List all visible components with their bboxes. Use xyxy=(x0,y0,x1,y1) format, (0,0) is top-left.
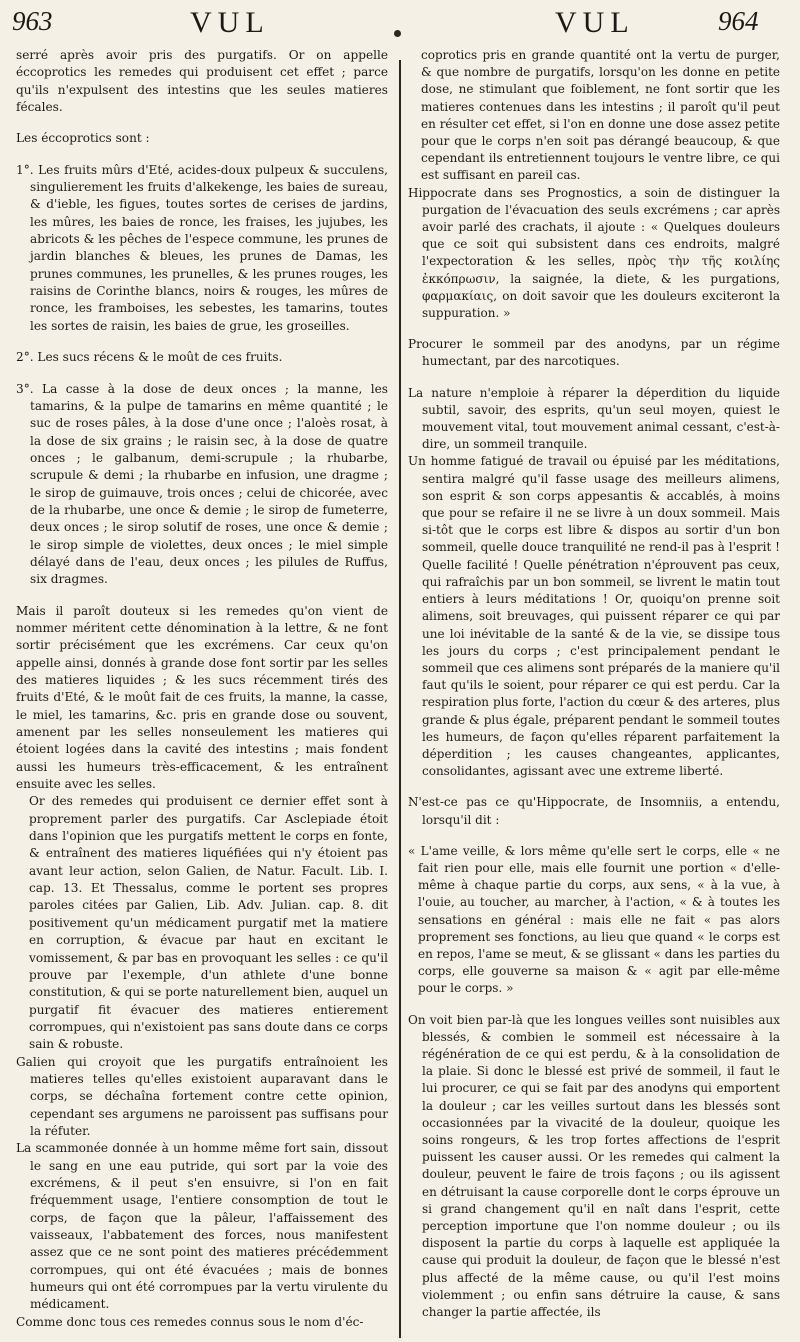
paragraph: Or des remedes qui produisent ce dernier effet sont à proprement parler des purgatifs. Car Asclepiade étoit dans l'opinion que les purgatifs mettent le corps en fonte, & entraînent des matieres liquéfiées qui n'y étoient pas avant leur action, selon Galien, de Natur. Facult. Lib. I. cap. 13. Et Thessalus, comme le portent ses propres paroles citées par Galien, Lib. Adv. Julian. cap. 8. dit positivement qu'un médicament purgatif met la matiere en corruption, & évacue par haut en excitant le vomissement, & par bas en provoquant les selles : ce qu'il prouve par l'exemple, d'un athlete d'une bonne constitution, & qui se porte naturellement bien, auquel un purgatif fit évacuer des matieres entierement corrompues, qui n'existoient pas sans doute dans ce corps sain & robuste. xyxy=(29,794,388,1052)
paragraph: coprotics pris en grande quantité ont la vertu de purger, & que nombre de purgatifs, lorsqu'on les donne en petite dose, ne stimulant que foiblement, ne font sortir que les matieres contenues dans les intestins ; il paroît qu'il peut en résulter cet effet, si l'on en donne une dose assez petite pour que le corps n'en soit pas dérangé beaucoup, & que cependant ils entretiennent toujours le ventre libre, ce qui est suffisant en pareil cas. xyxy=(421,48,780,183)
paragraph: Un homme fatigué de travail ou épuisé par les méditations, sentira malgré qu'il fasse usage des meilleurs alimens, son esprit & son corps appesantis & accablés, à moins que pour se refaire il ne se livre à un doux sommeil. Mais si-tôt que le corps est libre & dispos au sortir d'un bon sommeil, quelle douce tranquilité ne rend-il pas à l'esprit ! Quelle facilité ! Quelle pénétration n'éprouvent pas ceux, qui rafraîchis par un bon sommeil, se livrent le matin tout entiers à leurs méditations ! Or, quoiqu'on prenne soit alimens, soit breuvages, qui puissent réparer ce qui par une loi inévitable de la santé & de la vie, se dissipe tous les jours du corps ; c'est principalement pendant le sommeil que ces alimens sont préparés de la maniere qu'il faut qu'ils le soient, pour réparer ce qui est perdu. Car la respiration plus forte, l'action du cœur & des arteres, plus grande & plus égale, préparent pendant le sommeil toutes les humeurs, de façon qu'elles réparent parfaitement la déperdition ; les causes changeantes, applicantes, consolidantes, agissant avec une extreme liberté. xyxy=(408,454,780,779)
page-number-right: 964 xyxy=(718,6,759,36)
quotation: « L'ame veille, & lors même qu'elle sert le corps, elle « ne fait rien pour elle, mais elle fournit une portion « d'elle-même à chaque partie du corps, aux sens, « à la vue, à l'ouie, au toucher, au marcher, à l'action, « & à toutes les sensations en général : mais elle ne fait « pas alors proprement ses fonctions, au lieu que quand « le corps est en repos, l'ame se meut, & se glissant « dans les parties du corps, elle gouverne sa maison & « agit par elle-même pour le corps. » xyxy=(408,843,780,996)
list-heading: Les éccoprotics sont : xyxy=(16,131,150,146)
header-ornament xyxy=(394,30,401,37)
paragraph: serré après avoir pris des purgatifs. Or on appelle éccoprotics les remedes qui produisent cet effet ; parce qu'ils n'expulsent des intestins que les seules matieres fécales. xyxy=(16,48,388,115)
list-item: 1°. Les fruits mûrs d'Eté, acides-doux pulpeux & succulens, singulierement les fruits d'alkekenge, les baies de sureau, & d'ieble, les figues, toutes sortes de cerises de jardins, les mûres, les baies de ronce, les fraises, les jujubes, les abricots & les pêches de l'espece commune, les prunes de jardin blanches & bleues, les prunes de Damas, les prunes communes, les prunelles, & les prunes rouges, les raisins de Corinthe blancs, noirs & rouges, les mûres de ronce, les framboises, les sebestes, les tamarins, toutes les sortes de raisin, les baies de grue, les groseilles. xyxy=(16,162,388,333)
paragraph: Hippocrate dans ses Prognostics, a soin de distinguer la purgation de l'évacuation des seuls excrémens ; car après avoir parlé des crachats, il ajoute : « Quelques douleurs que ce soit qui subsistent dans ces endroits, malgré l'expectoration & les selles, πρὸς τὴν τῆς κοιλίης ἐκκόπρωσιν, la saignée, la diete, & les purgations, φαρμακίαις, on doit savoir que les douleurs exciteront la suppuration. » xyxy=(408,185,780,321)
paragraph: La nature n'emploie à réparer la déperdition du liquide subtil, savoir, des esprits, qu'un seul moyen, quiest le mouvement vital, tout mouvement animal cessant, c'est-à-dire, un sommeil tranquile. xyxy=(408,385,780,452)
running-head-right: VUL xyxy=(555,6,635,39)
list-item: 3°. La casse à la dose de deux onces ; la manne, les tamarins, & la pulpe de tamarins en même quantité ; le suc de roses pâles, à la dose d'une once ; l'aloès rosat, à la dose de six grains ; le raisin sec, à la dose de quatre onces ; le galbanum, demi-scrupule ; la rhubarbe, scrupule & demi ; la rhubarbe en infusion, une dragme ; le sirop de guimauve, trois onces ; celui de chicorée, avec de la rhubarbe, une once & demie ; le sirop de fumeterre, deux onces ; le sirop solutif de roses, une once & demie ; le sirop simple de violettes, deux onces ; le miel simple délayé dans de l'eau, deux onces ; les pilules de Ruffus, six dragmes. xyxy=(16,381,388,587)
paragraph: On voit bien par-là que les longues veilles sont nuisibles aux blessés, & combien le sommeil est nécessaire à la régénération de ce qui est perdu, & à la consolidation de la plaie. Si donc le blessé est privé de sommeil, il faut le lui procurer, ce qui se fait par des anodyns qui emportent la douleur ; car les veilles surtout dans les blessés sont occasionnées par la vivacité de la douleur, quoique les soins rongeurs, & les trop fortes affections de l'esprit puissent les causer aussi. Or les remedes qui calment la douleur, peuvent le faire de trois façons ; ou ils agissent en détruisant la cause corporelle dont le corps éprouve un si grand changement qu'il en naît dans l'esprit, cette perception importune que l'on nomme douleur ; ou ils disposent la partie du corps à laquelle est appliquée la cause qui produit la douleur, de façon que le blessé n'est plus affecté de la même cause, ou qu'il l'est moins violemment ; ou enfin sans détruire la cause, & sans changer la partie affectée, ils xyxy=(408,1012,780,1320)
paragraph: Mais il paroît douteux si les remedes qu'on vient de nommer méritent cette dénomination à la lettre, & ne font sortir précisément que les excrémens. Car ceux qu'on appelle ainsi, donnés à grande dose font sortir par les selles des matieres liquides ; & les sucs récemment tirés des fruits d'Eté, & le moût fait de ces fruits, la manne, la casse, le miel, les tamarins, &c. pris en grande dose ou souvent, amenent par les selles nonseulement les matieres qui étoient logées dans la cavité des intestins ; mais fondent aussi les humeurs très-efficacement, & les entraînent ensuite avec les selles. xyxy=(16,603,388,792)
paragraph: Galien qui croyoit que les purgatifs entraînoient les matieres telles qu'elles existoient auparavant dans le corps, se déchaîna fortement contre cette opinion, cependant ses argumens ne paroissent pas suffisans pour la réfuter. xyxy=(16,1054,388,1138)
list-item: 2°. Les sucs récens & le moût de ces fruits. xyxy=(16,350,283,365)
page-number-left: 963 xyxy=(12,6,53,36)
section-heading: Procurer le sommeil par des anodyns, par un régime humectant, par des narcotiques. xyxy=(408,337,780,369)
left-column xyxy=(16,47,388,1331)
paragraph: Comme donc tous ces remedes connus sous le nom d'éc- xyxy=(16,1314,364,1329)
right-column xyxy=(408,47,780,1321)
paragraph: La scammonée donnée à un homme même fort sain, dissout le sang en une eau putride, qui sort par la voie des excrémens, & il peut s'en ensuivre, si l'on en fait fréquemment usage, l'entiere consomption de tout le corps, de façon que la pâleur, l'affaissement des vaisseaux, l'abbatement des forces, nous manifestent assez que ce ne sont point des matieres précédemment corrompues, qui ont été évacuées ; mais de bonnes humeurs qui ont été corrompues par la vertu virulente du médicament. xyxy=(16,1141,388,1312)
paragraph: N'est-ce pas ce qu'Hippocrate, de Insomniis, a entendu, lorsqu'il dit : xyxy=(408,795,780,827)
running-head-left: VUL xyxy=(190,6,270,39)
column-divider xyxy=(399,60,401,1338)
